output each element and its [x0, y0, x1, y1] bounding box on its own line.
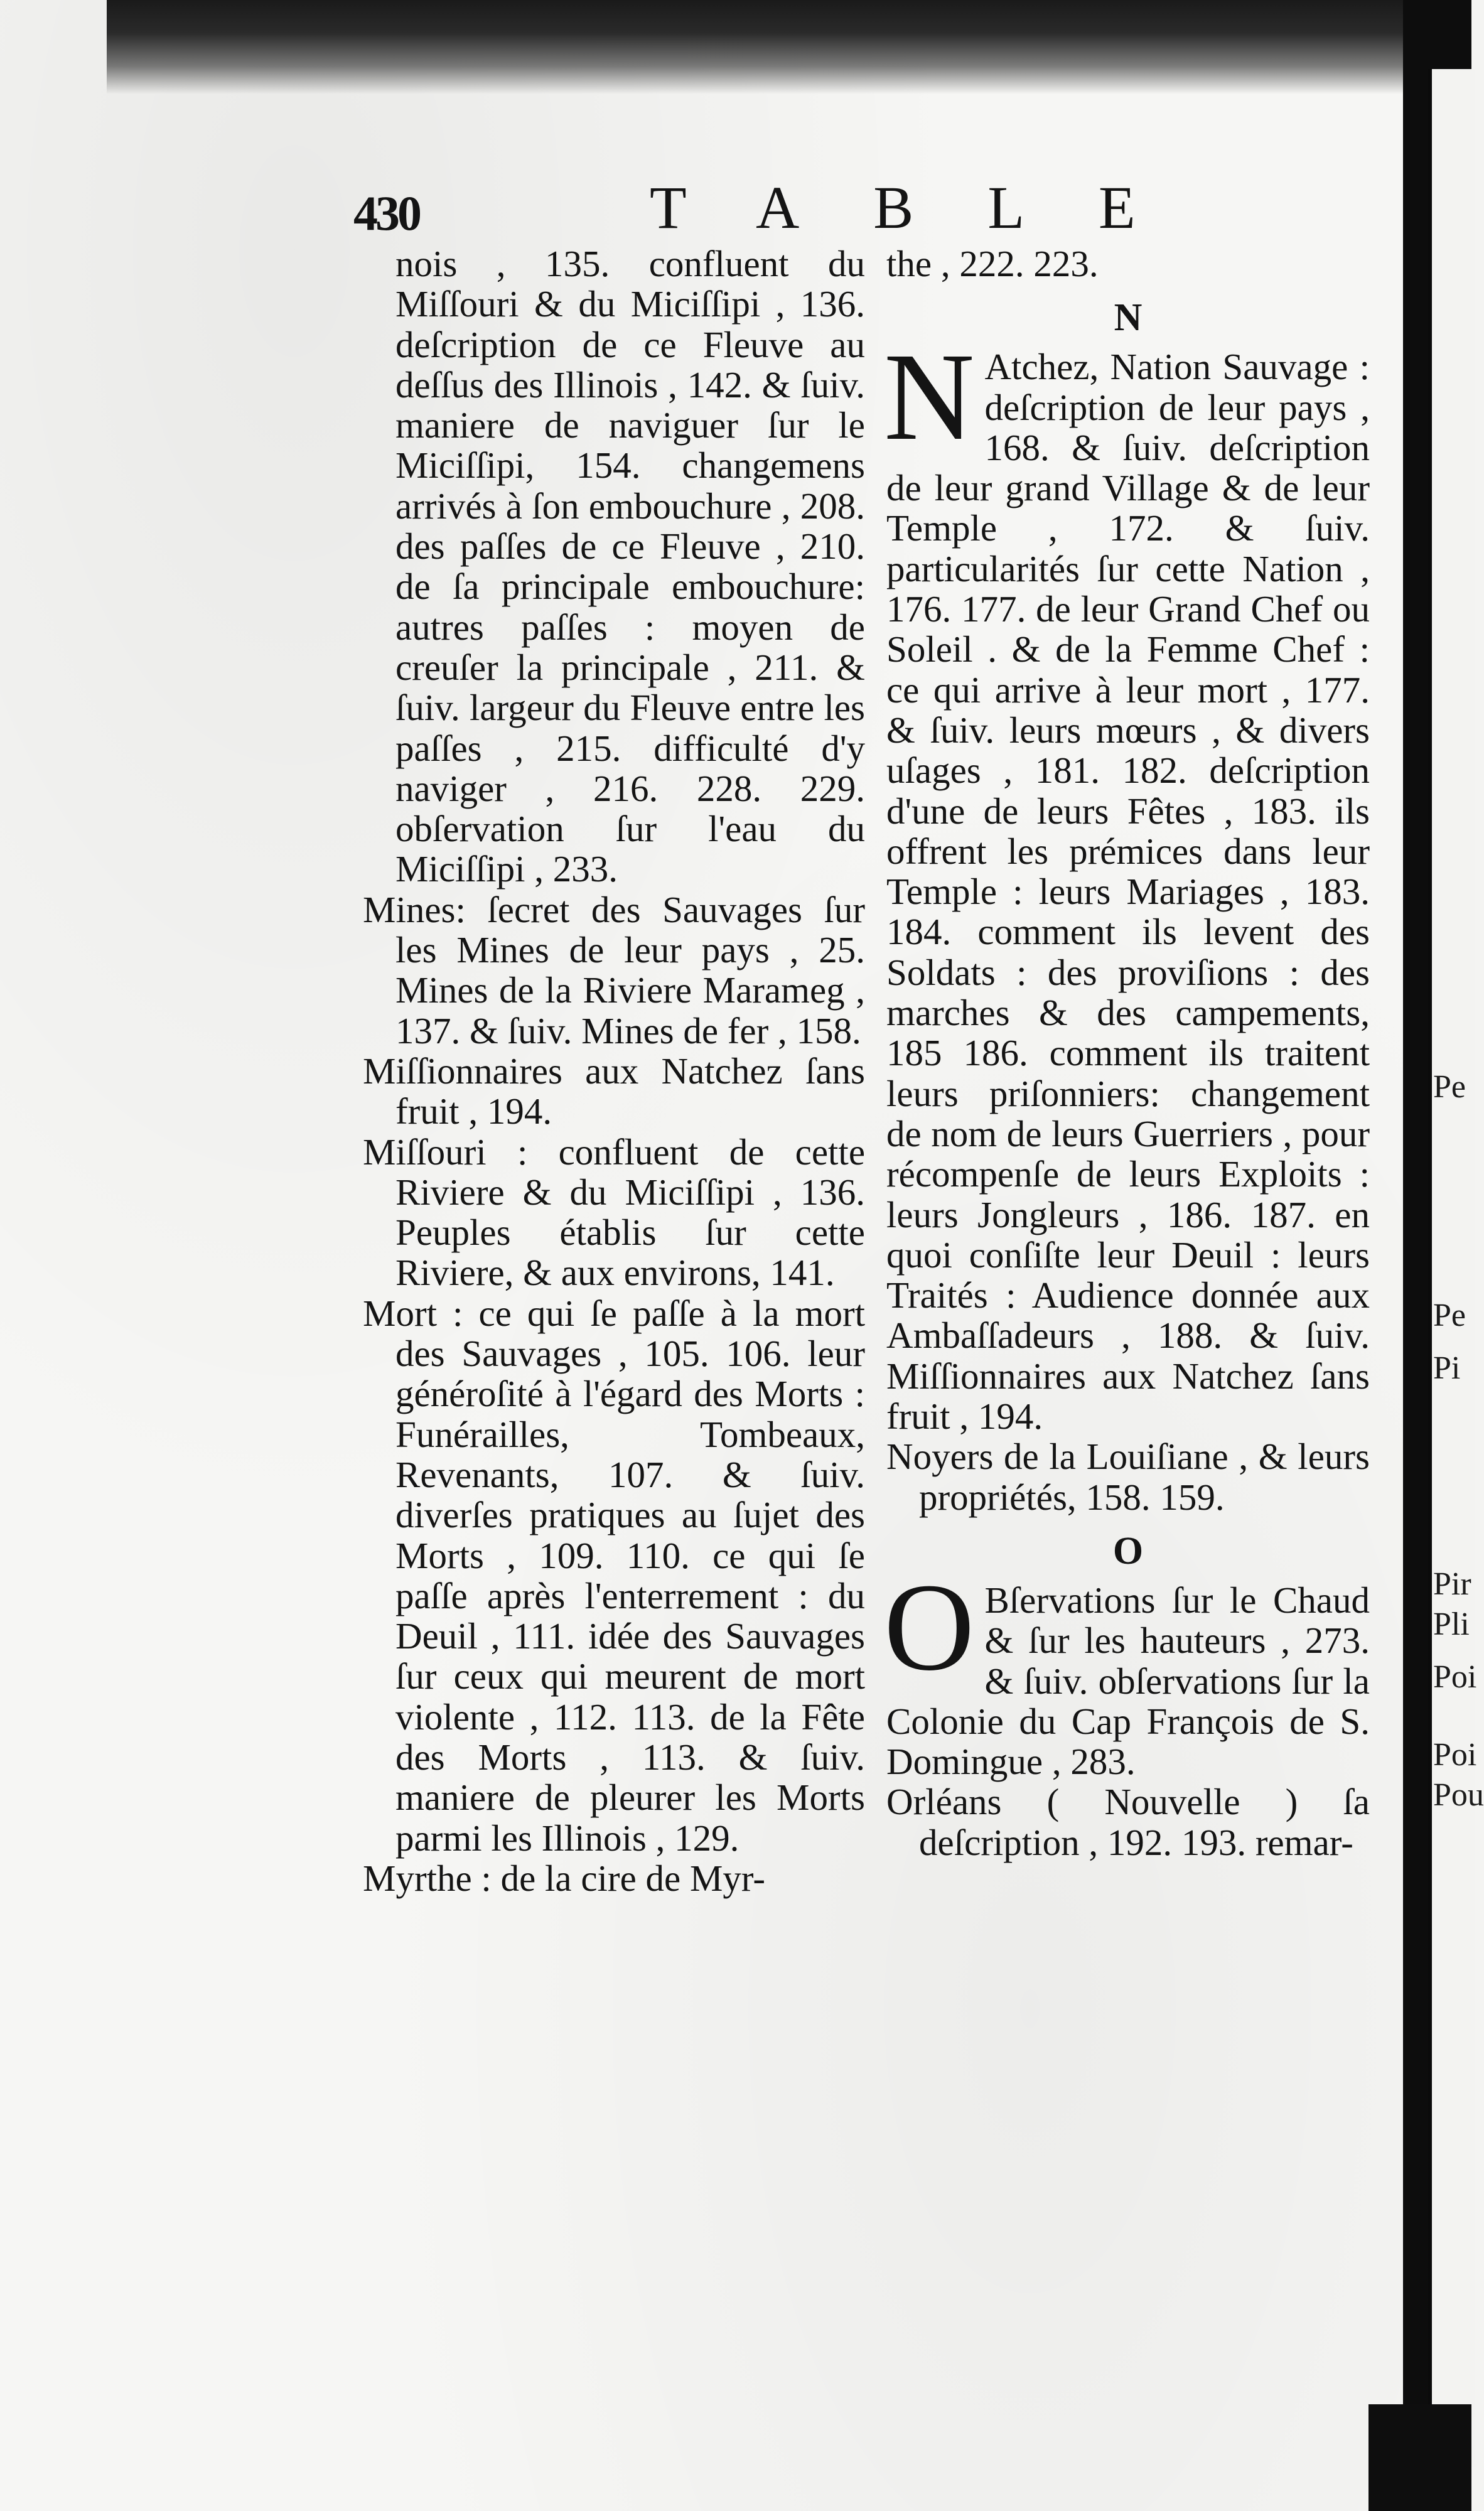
index-entry-continuation: the , 222. 223.: [886, 243, 1099, 284]
fragment: Pli: [1433, 1606, 1470, 1642]
index-entry-missionnaires: Miſſionnaires aux Natchez ſans fruit , 194.: [363, 1050, 865, 1132]
index-entry-observations-text: Bſervations ſur le Chaud & ſur les hauteurs , 273. & ſuiv. obſervations ſur la Colonie du Cap François de S. Domingue , 283.: [886, 1579, 1370, 1783]
index-column-left: [363, 244, 865, 1898]
drop-cap-n: N: [884, 328, 975, 467]
fragment: Pe: [1433, 1298, 1466, 1333]
index-column-right: [886, 244, 1370, 1863]
section-letter-n: N: [1114, 296, 1143, 340]
index-entry-missouri: Miſſouri : confluent de cette Riviere & du Miciſſipi , 136. Peuples établis ſur cette Riviere, & aux environs, 141.: [363, 1131, 865, 1294]
index-entry-continuation: nois , 135. confluent du Miſſouri & du Miciſſipi , 136. deſcription de ce Fleuve au deſſus des Illinois , 142. & ſuiv. maniere de naviguer ſur le Miciſſipi, 154. changemens arrivés à ſon embouchure , 208. des paſſes de ce Fleuve , 210. de ſa principale embouchure: autres paſſes : moyen de creuſer la principale , 211. & ſuiv. largeur du Fleuve entre les paſſes , 215. difficulté d'y naviger , 216. 228. 229. obſervation ſur l'eau du Miciſſipi , 233.: [395, 243, 865, 890]
top-binding-shadow: [107, 0, 1471, 94]
page-number: 430: [353, 186, 419, 240]
fragment: Pe: [1433, 1069, 1466, 1105]
drop-cap-o: O: [884, 1557, 975, 1697]
fragment: Pi: [1433, 1350, 1461, 1386]
section-letter-o: O: [1112, 1529, 1144, 1573]
fragment: Poi: [1433, 1659, 1477, 1695]
fragment: Poi: [1433, 1737, 1477, 1773]
facing-page-fragments: [1433, 1067, 1484, 1815]
index-entry-natchez-text: Atchez, Nation Sauvage : deſcription de leur pays , 168. & ſuiv. deſcription de leur grand Village & de leur Temple , 172. & ſuiv. particularités ſur cette Nation , 176. 177. de leur Grand Chef ou Soleil . & de la Femme Chef : ce qui arrive à leur mort , 177. & ſuiv. leurs mœurs , & divers uſages , 181. 182. deſcription d'une de leurs Fêtes , 183. ils offrent les prémices dans leur Temple : leurs Mariages , 183. 184. comment ils levent des Soldats : des proviſions : des marches & des campements, 185 186. comment ils traitent leurs priſonniers: changement de nom de leurs Guerriers , pour récompenſe de leurs Exploits : leurs Jongleurs , 186. 187. en quoi conſiſte leur Deuil : leurs Traités : Audience donnée aux Ambaſſadeurs , 188. & ſuiv. Miſſionnaires aux Natchez ſans fruit , 194.: [886, 346, 1370, 1438]
index-entry-myrthe: Myrthe : de la cire de Myr-: [363, 1857, 766, 1899]
index-entry-noyers: Noyers de la Louiſiane , & leurs propriétés, 158. 159.: [886, 1436, 1370, 1518]
fragment: Pou: [1433, 1777, 1484, 1813]
index-entry-mort: Mort : ce qui ſe paſſe à la mort des Sauvages , 105. 106. leur généroſité à l'égard des Morts : Funérailles, Tombeaux, Revenants, 107. & ſuiv. diverſes pratiques au ſujet des Morts , 109. 110. ce qui ſe paſſe après l'enterrement : du Deuil , 111. idée des Sauvages ſur ceux qui meurent de mort violente , 112. 113. de la Fête des Morts , 113. & ſuiv. maniere de pleurer les Morts parmi les Illinois , 129.: [363, 1292, 865, 1859]
index-entry-observations: [884, 1557, 1370, 1783]
fragment: Pir: [1433, 1566, 1471, 1602]
bottom-corner-shadow: [1368, 2404, 1471, 2511]
index-entry-orleans: Orléans ( Nouvelle ) ſa deſcription , 192. 193. remar-: [886, 1781, 1370, 1863]
index-entry-mines: Mines: ſecret des Sauvages ſur les Mines de leur pays , 25. Mines de la Riviere Marameg , 137. & ſuiv. Mines de fer , 158.: [363, 888, 865, 1051]
index-entry-natchez: [884, 328, 1370, 1438]
running-head: TABLE: [650, 174, 1210, 241]
